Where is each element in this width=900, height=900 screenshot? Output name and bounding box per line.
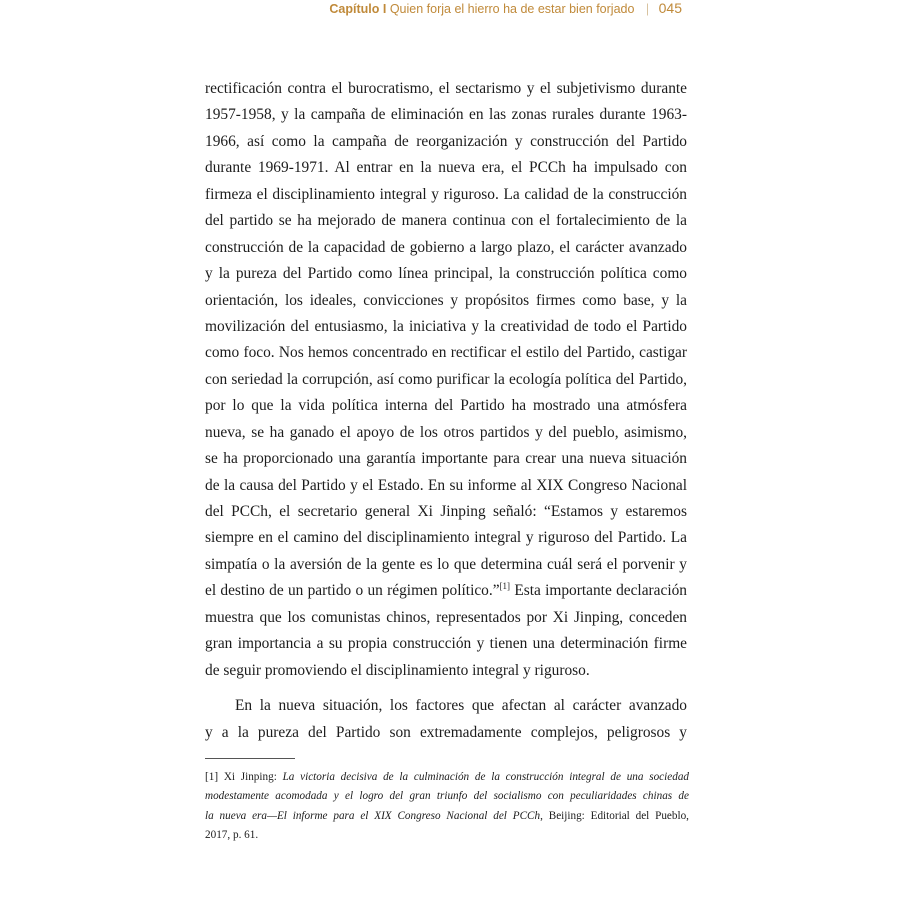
text-line: simpatía o la aversión de la gente es lo que determina cuál será el porvenir y [205,555,687,573]
footnote-marker: [1] [205,771,219,783]
text-line: movilización del entusiasmo, la iniciativa y la creatividad de todo el Partido [205,317,687,335]
text-segment: Esta importante declaración [510,582,687,600]
text-line-with-footnote [205,578,687,604]
chapter-title: Quien forja el hierro ha de estar bien forjado [389,2,635,16]
text-line: de la causa del Partido y el Estado. En su informe al XIX Congreso Nacional [205,476,687,494]
footnote-line [205,768,689,787]
text-line: rectificación contra el burocratismo, el sectarismo y el subjetivismo durante [205,80,687,97]
footnote-author: Xi Jinping: [223,771,283,783]
footnote-title-part: la nueva era—El informe para el XIX Congreso Nacional del PCCh [205,809,541,822]
running-header [329,0,682,16]
footnote-title-part: modestamente acomodada y el logro del gran triunfo del socialismo con peculiaridades chinas de [205,790,689,803]
text-line: durante 1969-1971. Al entrar en la nueva era, el PCCh ha impulsado con [205,159,687,177]
text-line: y la pureza del Partido como línea principal, la construcción política como [205,265,687,283]
header-divider: | [645,2,650,16]
text-line: nueva, se ha ganado el apoyo de los otros partidos y del pueblo, asimismo, [205,423,687,441]
text-line: siempre en el camino del disciplinamiento integral y riguroso del Partido. La [205,529,687,547]
text-line: orientación, los ideales, convicciones y propósitos firmes como base, y la [205,291,687,309]
footnote-reference: [1] [499,581,511,592]
text-line: con seriedad la corrupción, así como purificar la ecología política del Partido, [205,370,687,388]
text-line: por lo que la vida política interna del Partido ha mostrado una atmósfera [205,397,687,415]
chapter-label: Capítulo I [329,2,387,16]
text-line: del partido se ha mejorado de manera continua con el fortalecimiento de la [205,212,687,230]
footnote-line: 2017, p. 61. [205,828,259,841]
footnote-title-part: La victoria decisiva de la culminación de la construcción integral de una sociedad [282,771,690,783]
footnote-publisher: , Beijing: Editorial del Pueblo, [540,809,689,822]
text-segment: el destino de un partido o un régimen político.” [205,582,500,600]
footnote-line [205,807,689,826]
footnote [205,768,689,845]
text-line: del PCCh, el secretario general Xi Jinping señaló: “Estamos y estaremos [205,503,687,520]
text-line: muestra que los comunistas chinos, representados por Xi Jinping, conceden [205,608,687,626]
footnote-line [205,787,689,806]
text-line: firmeza el disciplinamiento integral y riguroso. La calidad de la construcción [205,185,687,203]
text-line: construcción de la capacidad de gobierno a largo plazo, el carácter avanzado [205,238,687,256]
text-line: como foco. Nos hemos concentrado en rectificar el estilo del Partido, castigar [205,344,687,362]
paragraph-start-line: En la nueva situación, los factores que afectan al carácter avanzado [235,697,687,715]
page-number: 045 [658,0,682,16]
text-line: de seguir promoviendo el disciplinamiento integral y riguroso. [205,661,590,679]
text-line: y a la pureza del Partido son extremadamente complejos, peligrosos y [205,723,687,741]
body-text [205,76,687,746]
footnote-separator [205,758,295,759]
text-line: gran importancia a su propia construcción y tienen una determinación firme [205,635,687,653]
text-line: se ha proporcionado una garantía importante para crear una nueva situación [205,450,687,468]
text-line: 1966, así como la campaña de reorganización y construcción del Partido [205,132,687,150]
text-line: 1957-1958, y la campaña de eliminación en las zonas rurales durante 1963- [205,106,687,124]
